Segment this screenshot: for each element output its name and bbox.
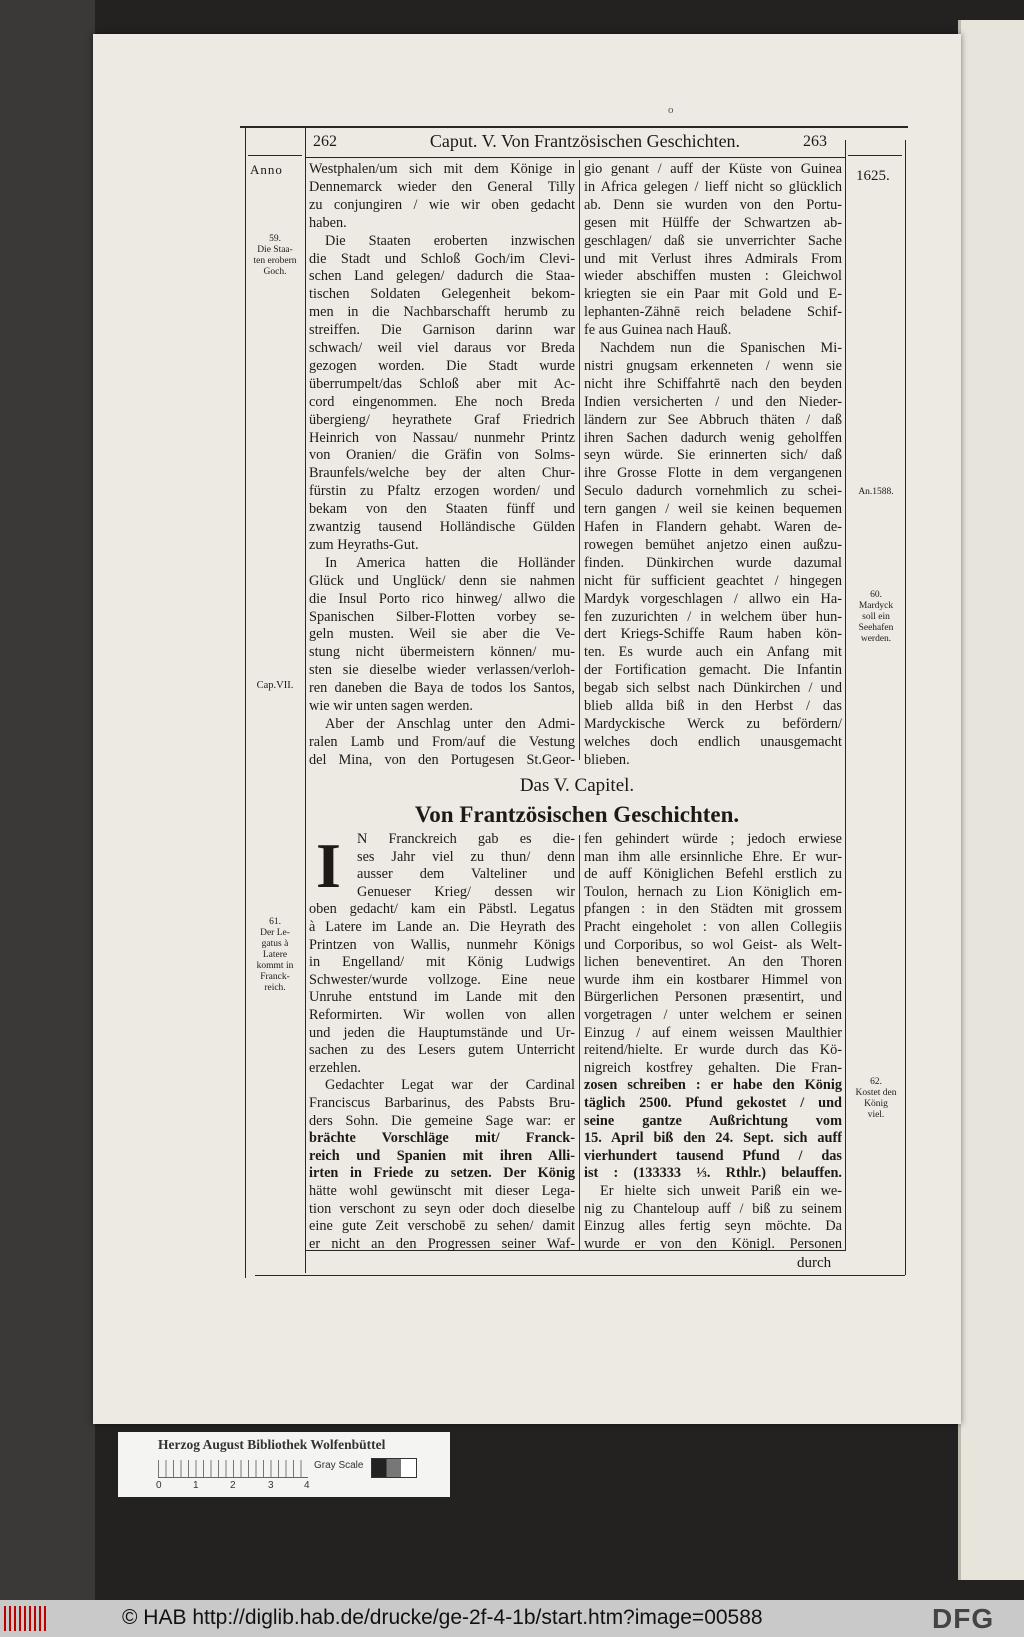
text-line: Hafen in Flandern gehabt. Waren de- — [584, 519, 842, 535]
text-line: vorgetragen / unter welchem er seinen — [584, 1007, 842, 1023]
text-line: Schwester/wurde vollzoge. Eine neue — [309, 971, 575, 988]
note-line: Goch. — [263, 267, 287, 277]
ruler-scale — [158, 1460, 308, 1478]
note-line: soll ein — [862, 612, 890, 622]
text-line: schen Land gelegen/ dadurch die Staa- — [309, 268, 575, 285]
note-line: Die Staa- — [257, 245, 293, 255]
text-line: In America hatten die Holländer — [325, 554, 575, 571]
text-line: und jeden die Hauptumstände und Ur- — [309, 1024, 575, 1041]
text-line: nigreich kostfrey gehalten. Die Fran- — [584, 1059, 842, 1076]
text-line: sten sie dieselbe wieder verlassen/verloh- — [309, 662, 575, 679]
text-line: haben. — [309, 214, 347, 231]
chapter-title: Von Frantzösischen Geschichten. — [414, 802, 740, 827]
margin-note-60 — [848, 590, 904, 645]
chapter-number: Das V. Capitel. — [519, 775, 635, 796]
text-line: streiffen. Die Garnison darinn war — [309, 322, 575, 339]
text-line: Bürgerlichen Personen præsentirt, und — [584, 989, 842, 1006]
text-line: ab. Denn sie wurden von den Portu- — [584, 196, 842, 213]
gray-scale-swatch — [371, 1458, 417, 1478]
text-line: fen zuzurichten / in welchem über hun- — [584, 608, 842, 625]
text-line: irten in Friede zu setzen. Der König — [309, 1165, 575, 1182]
text-line: geln musten. Weil sie aber die Ve- — [309, 626, 575, 643]
text-line: schwach/ weil viel daraus vor Breda — [309, 340, 575, 356]
text-line: die Insul Porto rico hinweg/ allwo die — [309, 590, 575, 607]
note-line: reich. — [264, 983, 286, 993]
text-line: Die Staaten eroberten inzwischen — [325, 232, 575, 249]
margin-rule — [848, 155, 902, 156]
text-line: Pracht eingeholet : von allen Collegiis — [584, 919, 842, 935]
margin-cap-ref: Cap.VII. — [256, 680, 294, 691]
text-line: tischen Soldaten Gelegenheit bekom- — [309, 286, 575, 303]
text-line: und Corporibus, so wol Geist- als Welt- — [584, 936, 842, 953]
text-line: cord eingenommen. Ehe noch Breda — [309, 393, 575, 410]
copyright-url[interactable]: © HAB http://diglib.hab.de/drucke/ge-2f-4-1b/start.htm?image=00588 — [122, 1606, 763, 1629]
page-number-left: 262 — [313, 133, 337, 150]
text-line: ihre Grosse Flotte in dem vergangenen — [584, 465, 842, 482]
text-line: von Oranien/ die Gräfin von Solms- — [309, 447, 575, 464]
note-line: 61. — [269, 917, 281, 927]
library-color-card — [118, 1432, 450, 1497]
text-line: sachen zu des Lesers gutem Unterricht — [309, 1042, 575, 1059]
text-line: wurde ihm ein kostbarer Himmel von — [584, 971, 842, 988]
library-name: Herzog August Bibliothek Wolfenbüttel — [158, 1437, 386, 1452]
ruler-label: 0 — [156, 1480, 162, 1491]
ruler-label: 4 — [304, 1480, 310, 1491]
text-line: N Franckreich gab es die- — [357, 831, 575, 847]
page-number-right: 263 — [803, 133, 827, 150]
text-line: Seculo dadurch vornehmlich zu schei- — [584, 483, 842, 500]
text-line: und mit Verlust ihres Admirals From — [584, 250, 842, 267]
text-line: tion verschont zu seyn oder doch dieselbe — [309, 1200, 575, 1217]
text-line: lichen beneventiret. An den Thoren — [584, 954, 842, 971]
text-line: zum Heyraths-Gut. — [309, 536, 419, 553]
text-line: Gedachter Legat war der Cardinal — [325, 1077, 575, 1094]
ruler-label: 2 — [230, 1480, 236, 1491]
text-line: blieb allda biß in den Herbst / das — [584, 698, 842, 714]
frame-bottom-rule — [255, 1275, 905, 1276]
text-line: Indien versicherten / und den Nieder- — [584, 393, 842, 410]
text-line: Glück und Unglück/ denn sie nahmen — [309, 572, 575, 589]
text-line: Franciscus Barbarinus, des Pabsts Bru- — [309, 1095, 575, 1111]
adjacent-page-edge — [958, 20, 1024, 1580]
text-line: kriegten sie ein Paar mit Gold und E- — [584, 286, 842, 303]
note-line: Franck- — [260, 972, 290, 982]
text-line: überrumpelt/das Schloß aber mit Ac- — [309, 375, 575, 392]
text-line: Nachdem nun die Spanischen Mi- — [600, 340, 842, 356]
text-line: de auff Königlichen Befehl erstlich zu — [584, 866, 842, 883]
text-line: ländern zur See Abbruch thäten / daß — [584, 411, 842, 428]
margin-rule — [248, 155, 302, 156]
text-line: der Fortification gemacht. Die Infantin — [584, 662, 842, 679]
text-line: seine gantze Außrichtung vom — [584, 1112, 842, 1129]
text-line: man ihm alle ersinnliche Ehre. Er wur- — [584, 848, 842, 865]
text-line: ausser dem Valteliner und — [357, 866, 575, 883]
catchword: durch — [797, 1255, 832, 1271]
running-title: Caput. V. Von Frantzösischen Geschichten. — [429, 131, 741, 151]
scanner-background — [0, 0, 95, 1600]
header-rule — [306, 157, 846, 158]
text-line: seyn würde. Sie erinnerten sich/ daß — [584, 447, 842, 464]
text-line: Toulon, hernach zu Lion Königlich em- — [584, 883, 842, 900]
note-line: viel. — [867, 1110, 885, 1120]
text-line: ten. Es wurde auch ein Anfang mit — [584, 644, 842, 661]
text-line: finden. Dünkirchen wurde dazumal — [584, 554, 842, 571]
text-line: brächte Vorschläge mit/ Franck- — [309, 1130, 575, 1147]
text-line: Reformirten. Wir wollen von allen — [309, 1007, 575, 1023]
text-line: wieder abschiffen musten : Gleichwol — [584, 268, 842, 285]
text-line: täglich 2500. Pfund gekostet / und — [584, 1095, 842, 1111]
text-line: nicht ihre Schiffahrtē nach den beyden — [584, 375, 842, 392]
text-line: pfangen : in den Städten mit grossem — [584, 901, 842, 918]
text-line: nicht für sufficient geachtet / hingegen — [584, 572, 842, 589]
text-line: gio genant / auff der Küste von Guinea — [584, 161, 842, 177]
text-line: reitend/hielte. Er wurde durch das Kö- — [584, 1042, 842, 1059]
dfg-logo: DFG — [932, 1603, 995, 1634]
margin-right-rule — [845, 140, 846, 1250]
text-line: ralen Lamb und From/auf die Vestung — [309, 733, 575, 750]
text-line: hätte wohl gewünscht mit dieser Lega- — [309, 1183, 575, 1199]
text-line: ist : (133333 ⅓. Rthlr.) belauffen. — [584, 1165, 842, 1182]
frame-left-rule — [245, 128, 246, 1278]
note-line: Mardyck — [858, 601, 894, 611]
frame-right-rule — [905, 140, 906, 1275]
text-line: 15. April biß den 24. Sept. sich auff — [584, 1130, 842, 1147]
text-line: vierhundert tausend Pfund / das — [584, 1147, 842, 1164]
margin-an-1588: An.1588. — [858, 487, 894, 497]
text-line: zwantzig tausend Holländische Gülden — [309, 519, 575, 535]
note-line: Latere — [262, 950, 288, 960]
text-line: erzehlen. — [309, 1059, 361, 1076]
text-line: wie wir unten sagen werden. — [309, 698, 473, 714]
note-line: 62. — [870, 1077, 882, 1087]
gray-scale-label: Gray Scale — [314, 1460, 364, 1471]
text-line: welches doch endlich unausgemacht — [584, 733, 842, 750]
text-line: del Mina, von den Portugesen St.Geor- — [309, 751, 575, 768]
text-line: oben gedacht/ kam ein Päbstl. Legatus — [309, 901, 575, 918]
text-line: Genueser Krieg/ dessen wir — [357, 883, 575, 900]
text-line: nig zu Chanteloup auff / biß zu seinem — [584, 1200, 842, 1217]
text-line: stung nicht übermeistern können/ mu- — [309, 644, 575, 661]
text-line: begab sich selbst nach Dünkirchen / und — [584, 680, 842, 697]
text-line: geschlagen/ daß sie unverrichter Sache — [584, 232, 842, 249]
text-line: gesen mit Hülffe der Schwartzen ab- — [584, 214, 842, 231]
text-line: übergieng/ heyrathete Graf Friedrich — [309, 411, 575, 428]
text-line: Braunfels/welche bey der alten Chur- — [309, 465, 575, 482]
text-line: ren daneben die Baya de todos los Santos, — [309, 680, 575, 697]
text-line: rowegen bemühet anjetzo einen außzu- — [584, 536, 842, 553]
note-line: 60. — [870, 590, 882, 600]
text-line: Westphalen/um sich mit dem Könige in — [309, 161, 575, 177]
margin-left-rule — [305, 128, 306, 1273]
ink-mark: o — [668, 104, 674, 116]
text-line: men in die Nachbarschafft herumb zu — [309, 304, 575, 321]
note-line: werden. — [860, 634, 892, 644]
note-line: Der Le- — [260, 928, 290, 938]
text-line: lephanten-Zähnē reich beladene Schif- — [584, 304, 842, 321]
margin-anno: Anno — [250, 162, 283, 177]
text-line: Er hielte sich unweit Pariß ein we- — [600, 1183, 842, 1199]
column-divider-bottom — [579, 835, 580, 1250]
text-line: eine gute Zeit verschobē zu sehen/ damit — [309, 1218, 575, 1235]
text-line: blieben. — [584, 751, 630, 768]
column-divider-top — [579, 160, 580, 760]
text-line: zosen schreiben : er habe den König — [584, 1077, 842, 1094]
text-line: à Latere im Lande an. Die Heyrath des — [309, 919, 575, 935]
ruler-label: 3 — [268, 1480, 274, 1491]
text-line: nistri gnugsam erkenneten / wenn sie — [584, 357, 842, 374]
note-line: Kostet den — [855, 1088, 897, 1098]
frame-top-rule — [240, 126, 908, 128]
text-line: dert Kriegs-Schiffe Raum haben kön- — [584, 626, 842, 643]
note-line: König — [864, 1099, 888, 1109]
footer-bar — [0, 1600, 1024, 1637]
text-line: fürstin zu Pfaltz erzogen worden/ und — [309, 483, 575, 500]
text-line: tern gangen / weil sie keinen bequemen — [584, 501, 842, 518]
text-line: Spanischen Silber-Flotten vorbey se- — [309, 608, 575, 625]
text-line: fen gehindert würde ; jedoch erwiese — [584, 831, 842, 847]
text-line: die Stadt und Schloß Goch/im Clevi- — [309, 250, 575, 267]
text-line: fe aus Guinea nach Hauß. — [584, 322, 732, 339]
text-line: Aber der Anschlag unter den Admi- — [325, 715, 575, 732]
note-line: Seehafen — [858, 623, 894, 633]
text-line: er nicht an den Progressen seiner Waf- — [309, 1235, 575, 1252]
text-line: Dennemarck wieder den General Tilly — [309, 178, 575, 195]
text-line: bekam von den Staaten fünff und — [309, 501, 575, 518]
margin-year: 1625. — [856, 168, 890, 184]
text-line: Heinrich von Nassau/ nunmehr Printz — [309, 429, 575, 446]
text-line: wurde er von den Königl. Personen — [584, 1235, 842, 1252]
margin-note-62 — [848, 1077, 904, 1121]
text-line: Unruhe entstund im Lande mit den — [309, 989, 575, 1006]
text-line: ihren Sachen dadurch wenig geholffen — [584, 429, 842, 446]
margin-note-59 — [247, 234, 303, 278]
text-line: Einzug / auf einem weissen Maulthier — [584, 1024, 842, 1041]
ruler-label: 1 — [193, 1480, 199, 1491]
note-line: 59. — [269, 234, 281, 244]
text-line: zu conjungiren / wie wir oben gedacht — [309, 196, 575, 213]
margin-note-61 — [247, 917, 303, 994]
text-line: Mardyckische Werck zu befördern/ — [584, 715, 842, 732]
text-line: in Africa gelegen / lieff nicht so glücklich — [584, 178, 842, 195]
text-line: ses Jahr viel zu thun/ denn — [357, 848, 575, 865]
text-line: reich und Spanien mit ihren Alli- — [309, 1147, 575, 1164]
note-line: gatus à — [261, 939, 289, 949]
text-line: Mardyk vorgeschlagen / allwo ein Ha- — [584, 590, 842, 607]
drop-cap: I — [316, 830, 341, 901]
text-line: in Engelland/ mit König Ludwigs — [309, 954, 575, 971]
text-line: gezogen worden. Die Stadt wurde — [309, 357, 575, 374]
note-line: ten erobern — [253, 256, 297, 266]
text-line: ders Sohn. Die gemeine Sage war: er — [309, 1112, 575, 1129]
note-line: kommt in — [256, 961, 294, 971]
text-line: Einzug alles fertig seyn möchte. Da — [584, 1218, 842, 1235]
barcode-icon — [4, 1606, 46, 1631]
text-line: Printzen von Wallis, nunmehr Königs — [309, 936, 575, 953]
